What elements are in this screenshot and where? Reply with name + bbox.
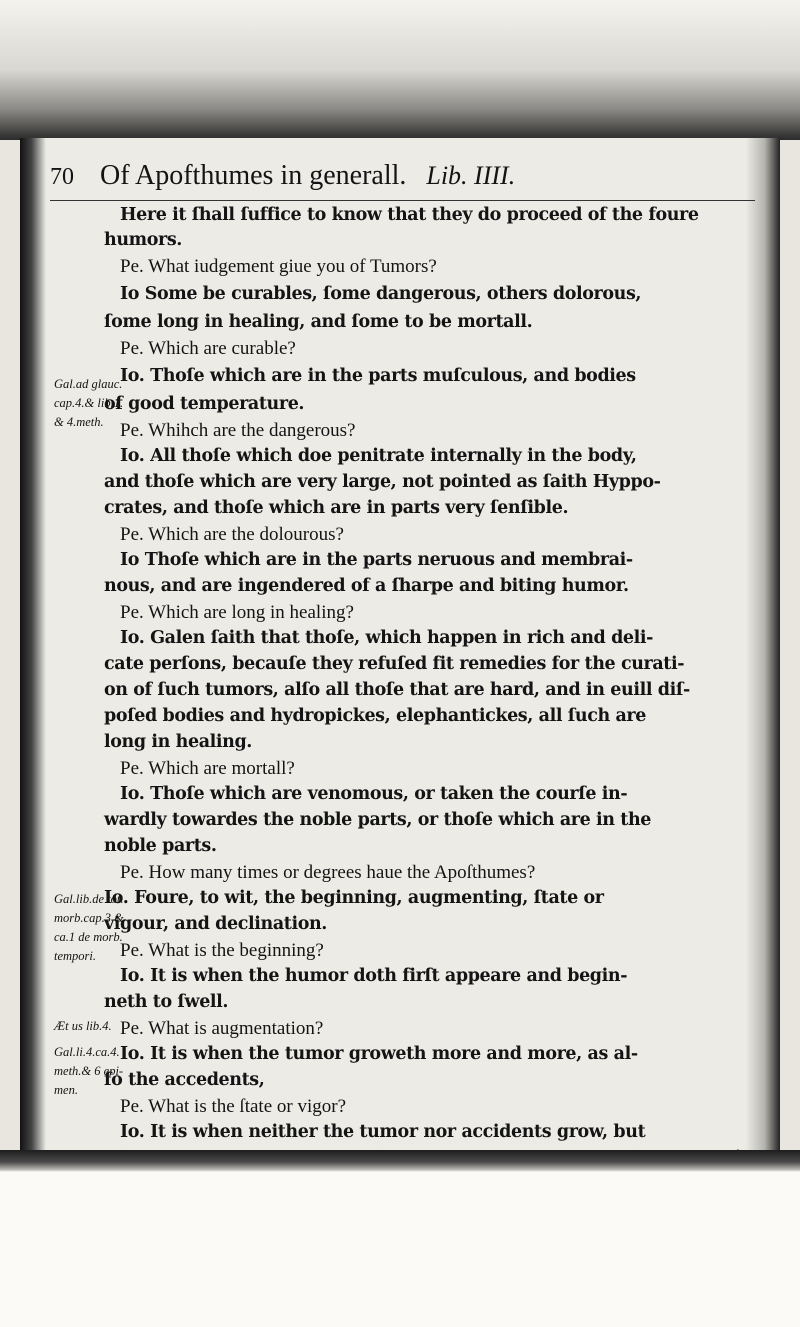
text-line: Io. It is when the humor doth firſt appeare and begin- xyxy=(120,966,628,986)
text-line: ſo the accedents, xyxy=(104,1070,265,1090)
text-line: ſome long in healing, and ſome to be mortall. xyxy=(104,312,533,332)
text-line: Io. All thoſe which doe penitrate internally in the body, xyxy=(120,446,637,466)
text-line: on of ſuch tumors, alſo all thoſe that are hard, and in euill diſ- xyxy=(104,680,690,700)
page-bottom-edge xyxy=(0,1150,800,1172)
marginal-note: men. xyxy=(54,1083,78,1097)
marginal-note: Æt us lib.4. xyxy=(54,1019,112,1033)
text-line: wardly towardes the noble parts, or thoſe which are in the xyxy=(104,810,652,830)
text-line: Pe. Whihch are the dangerous? xyxy=(120,420,356,441)
book-label: Lib. IIII. xyxy=(426,161,516,190)
text-line: Pe. Which are curable? xyxy=(120,338,296,359)
text-line: Io Thoſe which are in the parts neruous and membrai- xyxy=(120,550,633,570)
fore-edge-shadow xyxy=(746,138,780,1160)
scan-background-top xyxy=(0,0,800,140)
text-line: cate perſons, becauſe they refuſed fit remedies for the curati- xyxy=(104,654,685,674)
page-number: 70 xyxy=(50,164,74,190)
text-line: Pe. What iudgement giue you of Tumors? xyxy=(120,256,437,277)
text-line: long in healing. xyxy=(104,732,252,752)
text-line: Pe. How many times or degrees haue the Apoſthumes? xyxy=(120,862,536,883)
text-line: noble parts. xyxy=(104,836,217,856)
marginal-note: ca.1 de morb. xyxy=(54,930,123,944)
marginal-note: cap.4.& lib.1. xyxy=(54,396,124,410)
text-line: Pe. Which are mortall? xyxy=(120,758,295,779)
text-line: Io. Foure, to wit, the beginning, augmenting, ſtate or xyxy=(104,888,604,908)
text-line: humors. xyxy=(104,230,183,250)
marginal-note: Gal.lib.de tot. xyxy=(54,892,124,906)
text-line: Pe. What is the ſtate or vigor? xyxy=(120,1096,347,1117)
marginal-note: meth.& 6 epi- xyxy=(54,1064,124,1078)
marginal-note: morb.cap.3 & xyxy=(54,911,124,925)
text-line: Here it ſhall ſuffice to know that they do proceed of the foure xyxy=(120,205,699,225)
marginal-note: Gal.li.4.ca.4. xyxy=(54,1045,120,1059)
marginal-note: tempori. xyxy=(54,949,97,963)
text-line: poſed bodies and hydropickes, elephantickes, all ſuch are xyxy=(104,706,646,726)
running-header xyxy=(50,160,755,201)
text-line: Io. It is when the tumor groweth more and more, as al- xyxy=(120,1044,638,1064)
text-line: Io. Galen ſaith that thoſe, which happen in rich and deli- xyxy=(120,628,653,648)
scan-background-bottom xyxy=(0,1150,800,1327)
text-line: Pe. What is the beginning? xyxy=(120,940,324,961)
text-line: Pe. Which are the dolourous? xyxy=(120,524,344,545)
text-line: Io. Thoſe which are in the parts muſculous, and bodies xyxy=(120,366,636,386)
text-line: Io. Thoſe which are venomous, or taken the courſe in- xyxy=(120,784,628,804)
marginal-note: Gal.ad glauc. xyxy=(54,377,123,391)
text-line: neth to ſwell. xyxy=(104,992,229,1012)
text-line: and thoſe which are very large, not pointed as ſaith Hyppo- xyxy=(104,472,661,492)
text-line: Io. It is when neither the tumor nor accidents grow, but xyxy=(120,1122,646,1142)
text-line: crates, and thoſe which are in parts very ſenſible. xyxy=(104,498,569,518)
book-spine-shadow xyxy=(20,138,46,1160)
text-line: of good temperature. xyxy=(104,394,305,414)
text-line: Pe. Which are long in healing? xyxy=(120,602,354,623)
running-title: Of Apofthumes in generall. xyxy=(100,160,407,191)
marginal-note: & 4.meth. xyxy=(54,415,104,429)
text-line: Pe. What is augmentation? xyxy=(120,1018,324,1039)
text-line: vigour, and declination. xyxy=(104,914,327,934)
text-line: Io Some be curables, ſome dangerous, others dolorous, xyxy=(120,284,642,304)
text-line: nous, and are ingendered of a ſharpe and biting humor. xyxy=(104,576,629,596)
